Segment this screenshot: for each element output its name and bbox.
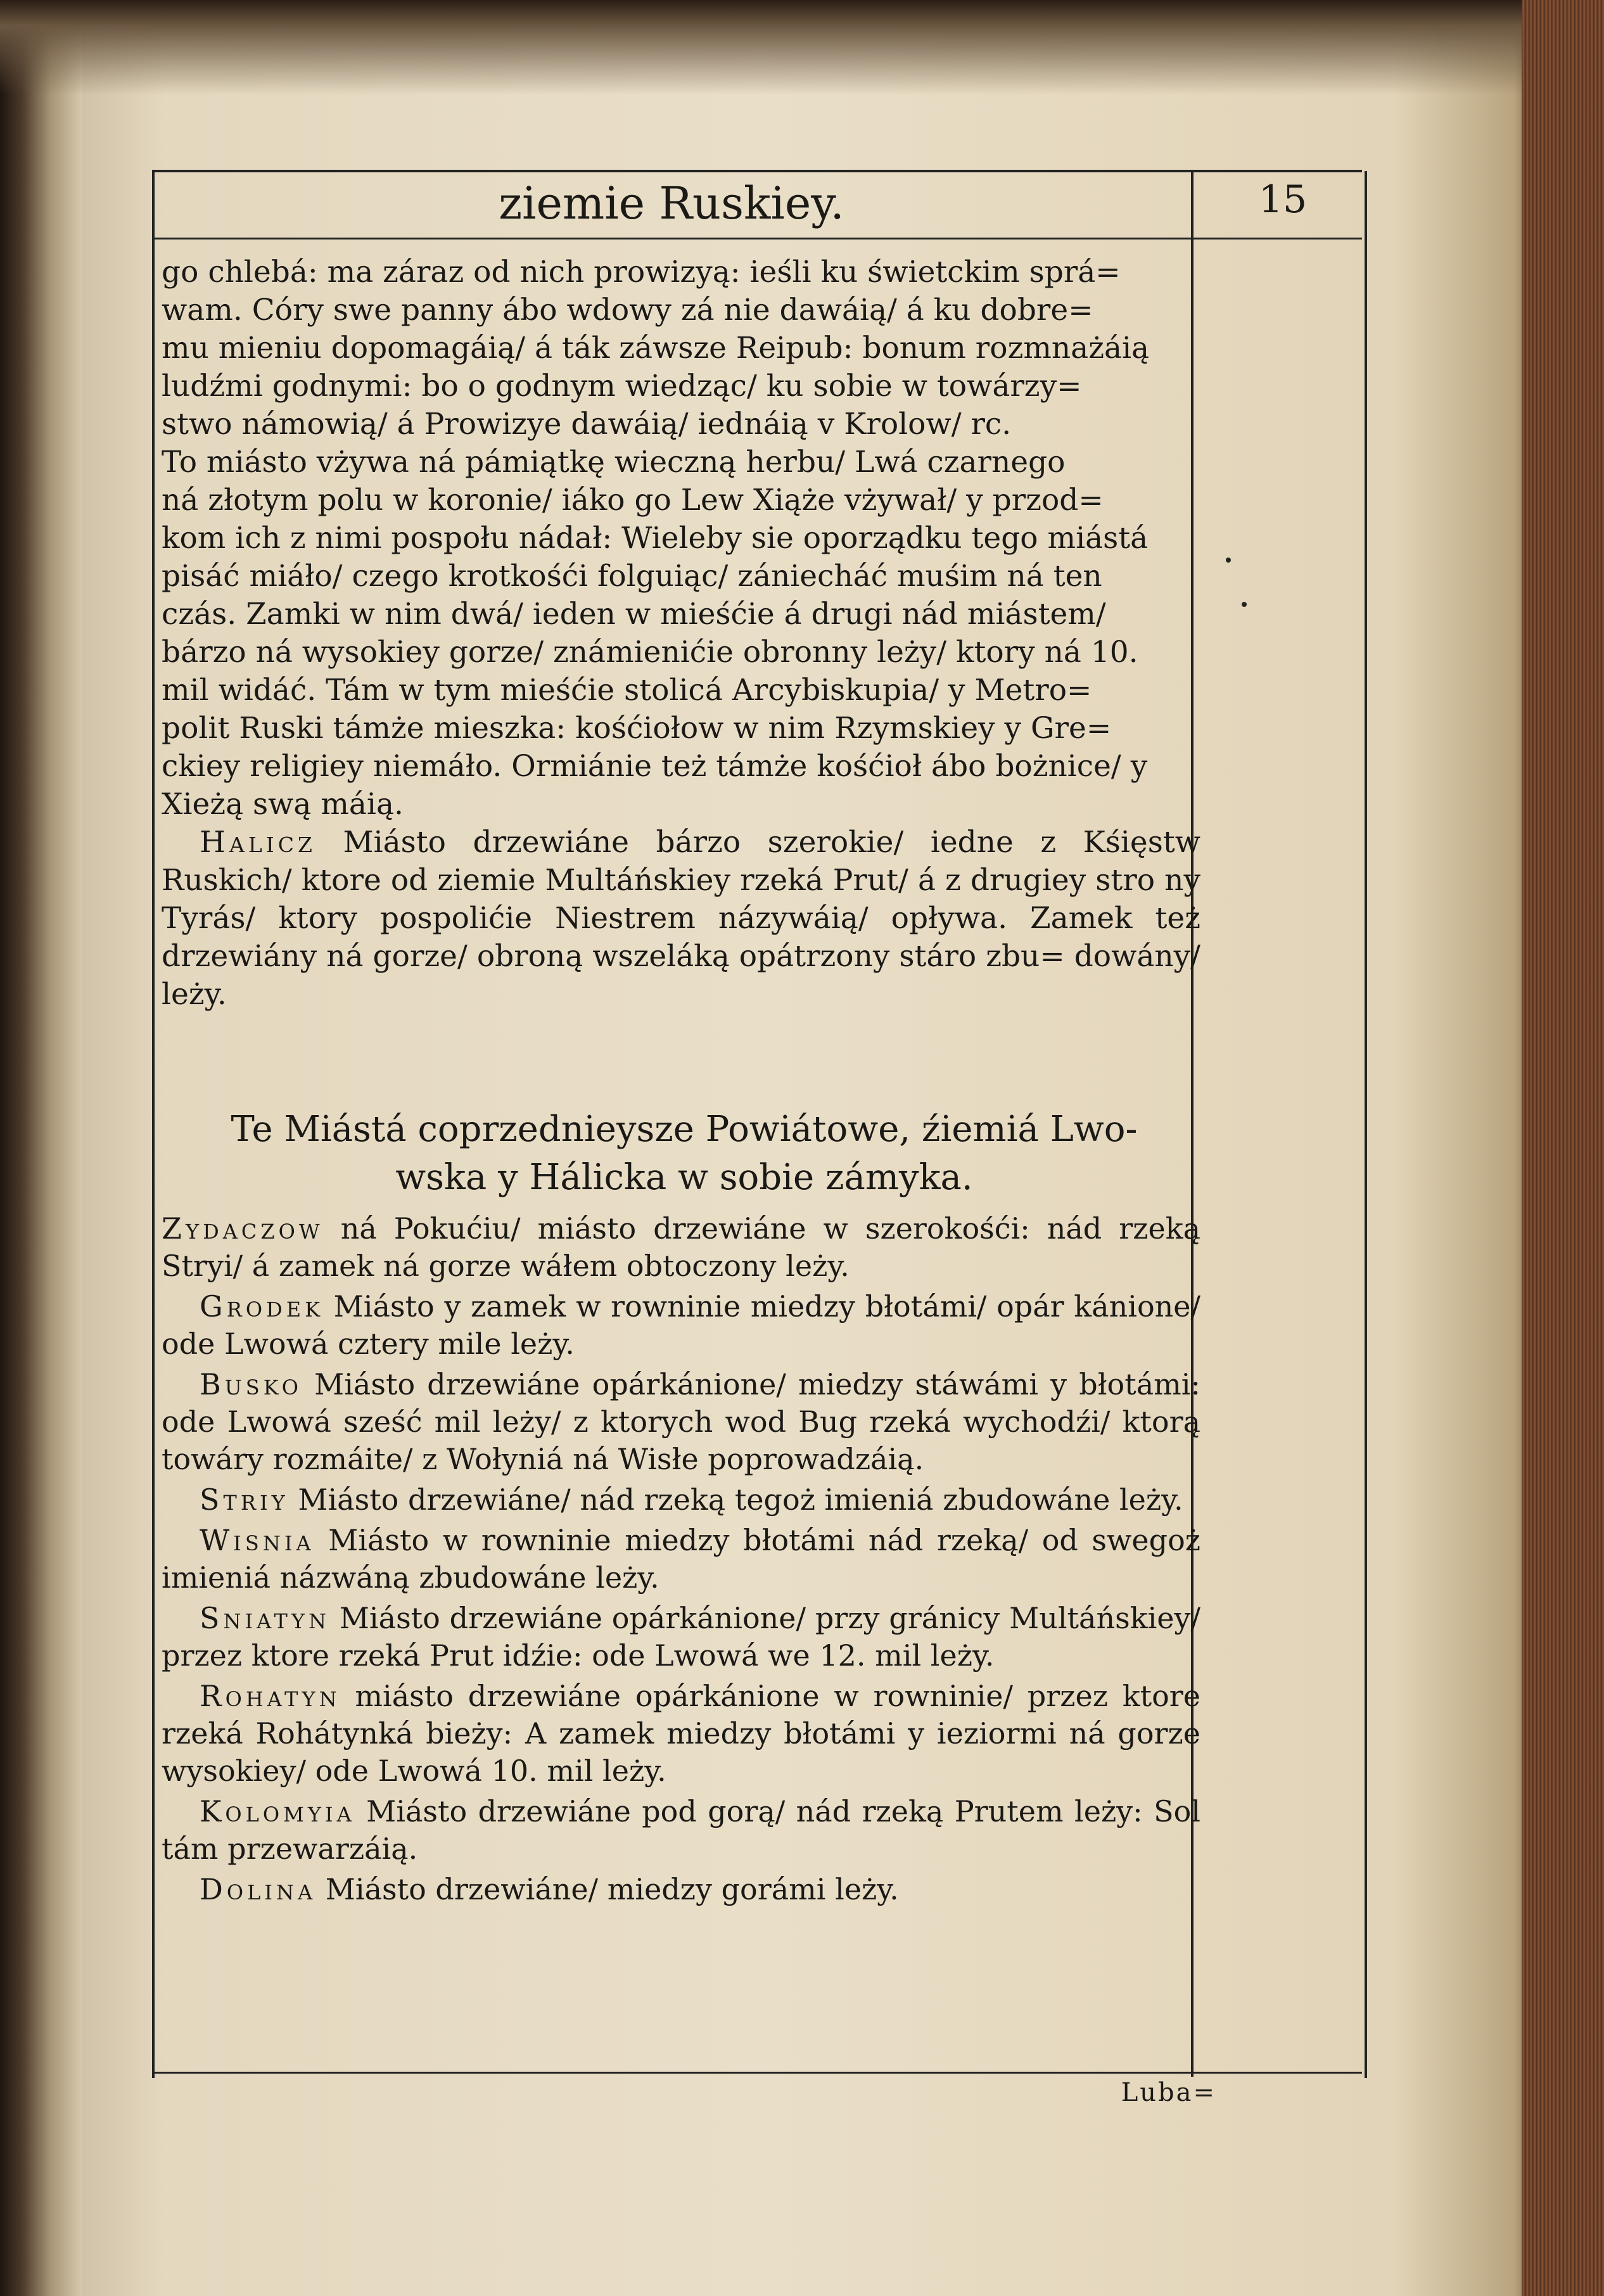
page-number: 15: [1258, 177, 1308, 222]
town-entry: [162, 1288, 1200, 1363]
text-line: To miásto vżywa ná pámiątkę wieczną herbu/ Lwá czarnego: [162, 445, 1066, 480]
town-entry: [162, 1522, 1200, 1597]
town-name: Dolina: [200, 1872, 317, 1906]
town-name: Striy: [200, 1483, 289, 1517]
town-name: Grodek: [200, 1289, 324, 1323]
town-name: Rohatyn: [200, 1679, 341, 1713]
town-name: Zydaczow: [162, 1211, 324, 1246]
text-line: polit Ruski támże mieszka: kośćiołow w nim Rzymskiey y Gre=: [162, 711, 1112, 746]
text-line: wam. Córy swe panny ábo wdowy zá nie dawáią/ á ku dobre=: [162, 293, 1093, 328]
text-line: ludźmi godnymi: bo o godnym wiedząc/ ku sobie w towárzy=: [162, 369, 1082, 404]
town-name: Kolomyia: [200, 1794, 355, 1828]
section-heading-line-1: Te Miástá coprzednieysze Powiátowe, źiemiá Lwo-: [231, 1109, 1138, 1150]
text-line: go chlebá: ma záraz od nich prowizyą: ieśli ku świetckim sprá=: [162, 255, 1121, 290]
bottom-rule: [152, 2072, 1362, 2074]
book-fore-edge: [1522, 0, 1604, 2296]
town-entry: [162, 1600, 1200, 1674]
page-top-shadow: [0, 0, 1604, 95]
town-text: Miásto drzewiáne/ miedzy gorámi leży.: [325, 1872, 899, 1906]
margin-mark: [1226, 558, 1231, 563]
text-line: mil widáć. Tám w tym mieśćie stolicá Arcybiskupia/ y Metro=: [162, 673, 1092, 708]
town-text: Miásto w rowninie miedzy błotámi nád rzeką/ od swegoż imieniá názwáną zbudowáne leży.: [162, 1523, 1201, 1595]
text-line: bárzo ná wysokiey gorze/ známienićie obronny leży/ ktory ná 10.: [162, 635, 1138, 670]
town-text: Miásto drzewiáne opárkánione/ przy gránicy Multáńskiey/ przez ktore rzeká Prut idźie: ode Lwowá we 12. mil leży.: [162, 1601, 1200, 1673]
town-text: Miásto drzewiáne/ nád rzeką tegoż imieniá zbudowáne leży.: [298, 1483, 1183, 1517]
town-entry: [162, 1793, 1200, 1868]
main-text: [162, 253, 1200, 1014]
text-line: mu mieniu dopomagáią/ á ták záwsze Reipub: bonum rozmnażáią: [162, 331, 1150, 366]
text-line: ckiey religiey niemáło. Ormiánie też támże kośćioł ábo bożnice/ y: [162, 749, 1148, 784]
section-heading: [209, 1106, 1159, 1202]
town-text: Miásto drzewiáne opárkánione/ miedzy stáwámi y błotámi: ode Lwowá sześć mil leży/ z ktorych wod Bug rzeká wychodźi/ ktorą towáry rozmáite/ z Wołyniá ná Wisłe poprowadzáią.: [162, 1367, 1200, 1476]
town-entry: [162, 1678, 1200, 1790]
town-text: Miásto y zamek w rowninie miedzy błotámi/ opár kánione/ ode Lwowá cztery mile leży.: [162, 1289, 1200, 1361]
town-entry: [162, 1366, 1200, 1478]
top-rule: [152, 170, 1362, 172]
halicz-paragraph: [162, 824, 1200, 1014]
town-name: Sniatyn: [200, 1601, 330, 1635]
text-line: pisáć miáło/ czego krotkośći folguiąc/ zániecháć muśim ná ten: [162, 559, 1102, 594]
running-header: ziemie Ruskiey.: [499, 177, 844, 229]
margin-mark: [1242, 602, 1247, 607]
text-line: ná złotym polu w koronie/ iáko go Lew Xiąże vżywał/ y przod=: [162, 483, 1104, 518]
text-line: kom ich z nimi pospołu nádał: Wieleby sie oporządku tego miástá: [162, 521, 1149, 556]
town-text: ná Pokućiu/ miásto drzewiáne w szerokośći: nád rzeką Stryi/ á zamek ná gorze wáłem obtoczony leży.: [162, 1211, 1201, 1283]
town-entry: [162, 1210, 1200, 1285]
text-line: Xieżą swą máią.: [162, 787, 404, 822]
left-page-edge: [0, 0, 82, 2296]
section-heading-line-2: wska y Hálicka w sobie zámyka.: [395, 1157, 973, 1198]
town-entry: [162, 1871, 1200, 1908]
text-line: stwo námowią/ á Prowizye dawáią/ iednáią v Krolow/ rc.: [162, 407, 1012, 442]
town-name: Halicz: [200, 825, 316, 860]
town-text: Miásto drzewiáne pod gorą/ nád rzeką Prutem leży: Sol tám przewarzáią.: [162, 1794, 1200, 1866]
catchword: Luba=: [1121, 2078, 1216, 2107]
town-text: miásto drzewiáne opárkánione w rowninie/ przez ktore rzeká Rohátynká bieży: A zamek miedzy błotámi y ieziormi ná gorze wysokiey/ ode Lwowá 10. mil leży.: [162, 1679, 1201, 1788]
town-name: Wisnia: [200, 1523, 315, 1557]
town-name: Busko: [200, 1367, 302, 1401]
town-list: [162, 1210, 1200, 1911]
town-entry: [162, 1481, 1200, 1519]
town-text: Miásto drzewiáne bárzo szerokie/ iedne z Kśięstw Ruskich/ ktore od ziemie Multáńskiey rzeká Prut/ á z drugiey stro ny Tyrás/ ktory pospolićie Niestrem názywáią/ opływa. Zamek też drzewiány ná gorze/ obroną wszeláką opátrzony stáro zbu= dowány/ leży.: [162, 825, 1200, 1012]
text-line: czás. Zamki w nim dwá/ ieden w mieśćie á drugi nád miástem/: [162, 597, 1106, 632]
